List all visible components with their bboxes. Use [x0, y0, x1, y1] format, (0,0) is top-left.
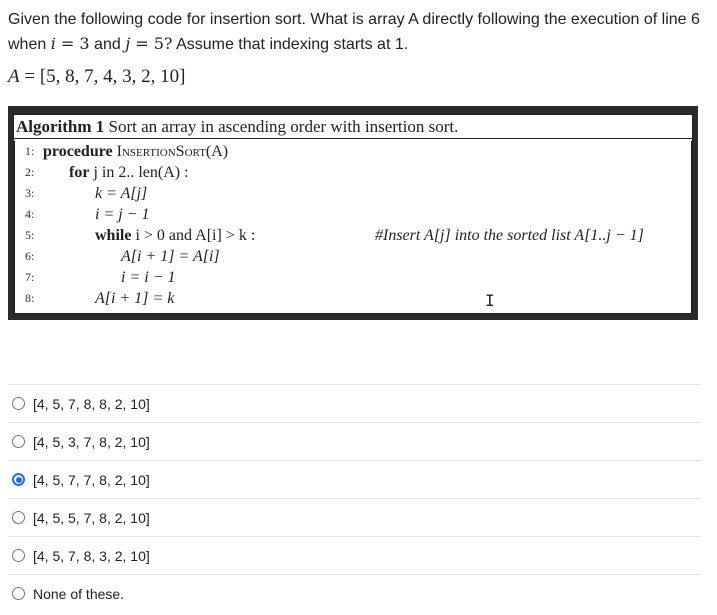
radio-button[interactable] [12, 435, 25, 448]
array-variable: A [8, 66, 20, 87]
question-part1: Given the following code for insertion sort. What is array A directly following the execution of line 6 when [8, 11, 700, 53]
code-keyword: while [95, 227, 132, 244]
and-text: and [89, 36, 126, 53]
array-value: = [5, 8, 7, 4, 3, 2, 10] [19, 66, 186, 87]
answer-option[interactable] [8, 460, 701, 498]
text-cursor-icon: I [485, 291, 495, 310]
option-label: [4, 5, 3, 7, 8, 2, 10] [33, 433, 150, 450]
option-label: [4, 5, 7, 7, 8, 2, 10] [33, 471, 150, 488]
code-text: i > 0 and A[i] > k : [131, 227, 256, 244]
array-definition [8, 66, 185, 88]
option-label: None of these. [33, 585, 125, 602]
code-line-3 [15, 183, 691, 204]
radio-button[interactable] [12, 549, 25, 562]
algorithm-inner [13, 114, 693, 314]
code-comment: #Insert A[j] into the sorted list A[1..j − 1] [375, 227, 644, 244]
code-text: A[i + 1] = k [95, 290, 175, 307]
i-variable: i [50, 34, 56, 53]
code-text: InsertionSort(A) [112, 143, 229, 160]
option-label: [4, 5, 5, 7, 8, 2, 10] [33, 509, 150, 526]
algorithm-box [8, 106, 698, 320]
j-variable: j [125, 34, 131, 53]
code-line-4 [15, 204, 691, 225]
answer-option[interactable] [8, 536, 701, 574]
option-label: [4, 5, 7, 8, 3, 2, 10] [33, 547, 150, 564]
algorithm-title-rest: Sort an array in ascending order with insertion sort. [104, 117, 459, 136]
code-line-2 [15, 162, 691, 183]
code-line-5 [15, 225, 691, 246]
code-keyword: for [69, 164, 90, 181]
code-line-7 [15, 267, 691, 288]
answer-option[interactable] [8, 422, 701, 460]
answer-option[interactable] [8, 574, 701, 612]
radio-button[interactable] [12, 397, 25, 410]
line-number: 8: [25, 291, 35, 305]
answer-options [8, 384, 701, 612]
line-number: 3: [25, 186, 35, 200]
code-text: k = A[j] [95, 185, 148, 202]
code-text: j in 2.. len(A) : [89, 164, 189, 181]
code-line-8 [15, 288, 691, 309]
line-number: 4: [25, 207, 35, 221]
algorithm-title [14, 115, 692, 139]
line-number: 7: [25, 270, 35, 284]
radio-button[interactable] [12, 587, 25, 600]
answer-option[interactable] [8, 384, 701, 422]
code-keyword: procedure [43, 143, 113, 160]
line-number: 1: [25, 144, 35, 158]
code-text: A[i + 1] = A[i] [121, 248, 220, 265]
line-number: 5: [25, 228, 35, 242]
code-text: i = j − 1 [95, 206, 150, 223]
line-number: 2: [25, 165, 35, 179]
line-number: 6: [25, 249, 35, 263]
answer-option[interactable] [8, 498, 701, 536]
code-line-1 [15, 141, 691, 162]
code-text: i = i − 1 [121, 269, 176, 286]
option-label: [4, 5, 7, 8, 8, 2, 10] [33, 395, 150, 412]
radio-button-selected[interactable] [12, 473, 25, 486]
algorithm-title-bold: Algorithm 1 [16, 117, 105, 136]
i-value: = 3 [55, 34, 90, 53]
code-line-6 [15, 246, 691, 267]
radio-button[interactable] [12, 511, 25, 524]
question-text [8, 8, 708, 57]
algorithm-body [14, 141, 692, 313]
j-value: = 5? [130, 34, 173, 53]
question-part2: Assume that indexing starts at 1. [172, 36, 409, 53]
